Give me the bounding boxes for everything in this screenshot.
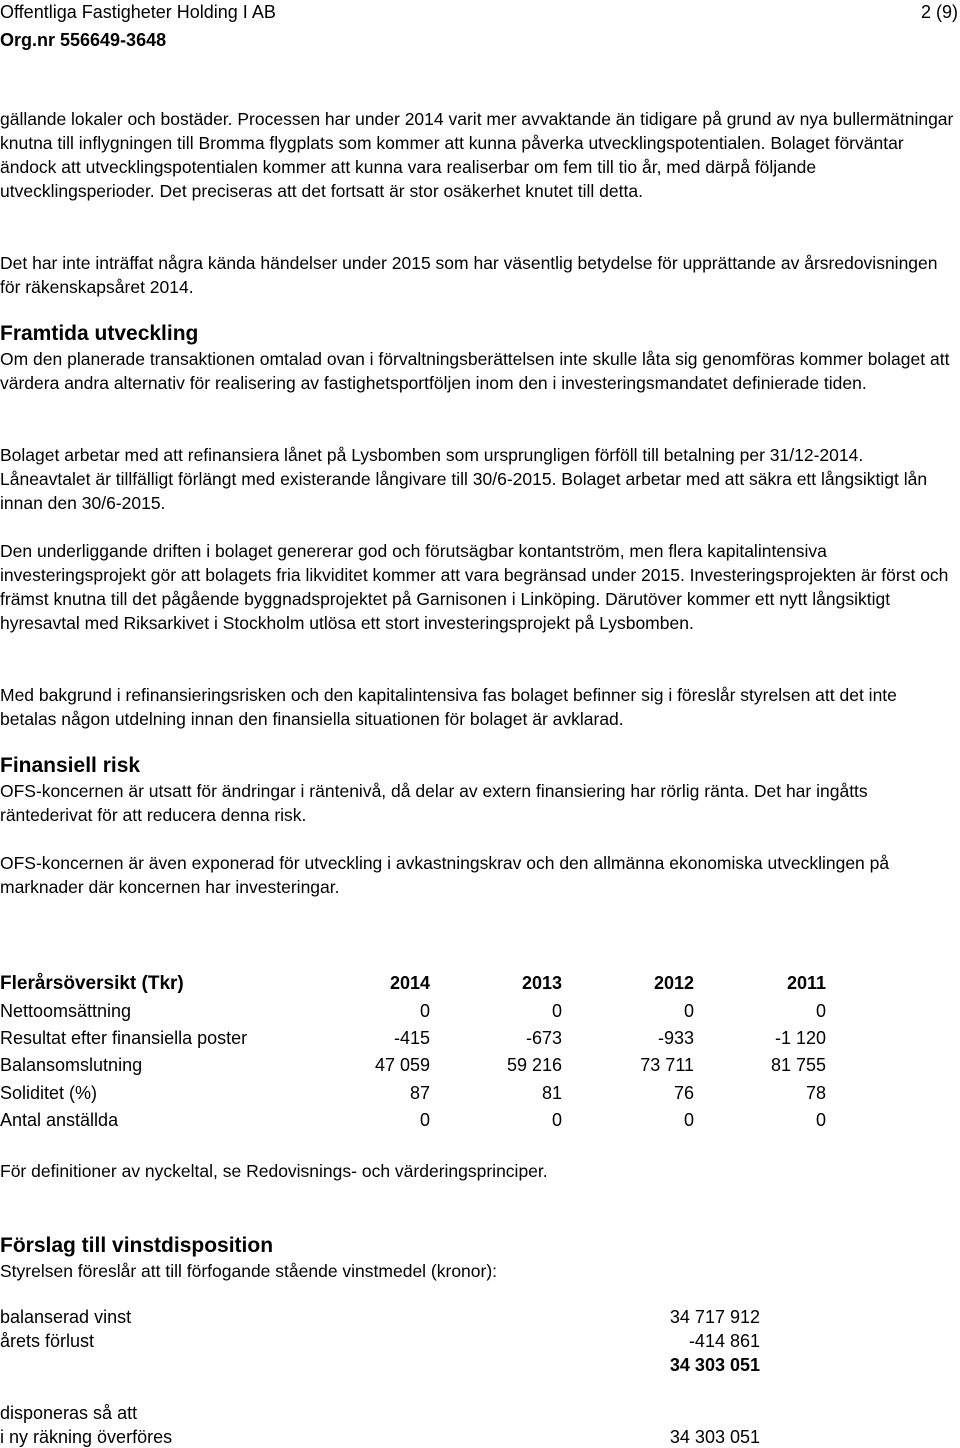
cell-value: 47 059: [374, 1055, 430, 1076]
multi-year-overview-table: [0, 970, 828, 1134]
table-row: [0, 1025, 828, 1052]
cell-value: 81: [541, 1082, 562, 1103]
row-label: Antal anställda: [0, 1110, 119, 1131]
table-title: Flerårsöversikt (Tkr): [0, 972, 184, 994]
disponeras-label: disponeras så att: [0, 1403, 138, 1423]
balanserad-vinst-value: 34 717 912: [669, 1307, 760, 1327]
table-row: [0, 1107, 828, 1134]
year-header: 2012: [653, 973, 694, 994]
arets-forlust-value: -414 861: [688, 1331, 760, 1351]
cell-value: 78: [805, 1082, 826, 1103]
ny-rakning-value: 34 303 051: [669, 1427, 760, 1447]
total-value: 34 303 051: [669, 1355, 760, 1375]
ny-rakning-label: i ny räkning överföres: [0, 1427, 173, 1447]
row-label: Balansomslutning: [0, 1055, 143, 1076]
cell-value: 0: [419, 1110, 430, 1131]
heading-vinstdisposition: Förslag till vinstdisposition: [0, 1234, 274, 1257]
paragraph-subsequent-events: Det har inte inträffat några kända händelser under 2015 som har väsentlig betydelse för upprättande av årsredovisningen för räkenskapsåret 2014.: [0, 253, 938, 297]
paragraph-board-proposal: Styrelsen föreslår att till förfogande stående vinstmedel (kronor):: [0, 1261, 498, 1281]
cell-value: -1 120: [774, 1027, 826, 1048]
paragraph-development-potential: gällande lokaler och bostäder. Processen har under 2014 varit mer avvaktande än tidigare på grund av nya bullermätningar knutna till inflygningen till Bromma flygplats som kommer att kunna påverka utvecklingspotentialen. Bolaget förväntar ändock att utvecklingspotentialen kommer att kunna vara realiserbar om fem till tio år, med därpå följande utvecklingsperioder. Det preciseras att det fortsatt är stor osäkerhet knutet till detta.: [0, 109, 954, 201]
paragraph-interest-risk: OFS-koncernen är utsatt för ändringar i räntenivå, då delar av extern finansiering har rörlig ränta. Det har ingåtts räntederivat för att reducera denna risk.: [0, 781, 868, 825]
paragraph-definitions: För definitioner av nyckeltal, se Redovisnings- och värderingsprinciper.: [0, 1161, 548, 1181]
heading-finansiell-risk: Finansiell risk: [0, 754, 141, 777]
cell-value: -933: [657, 1027, 694, 1048]
table-row: [0, 1052, 828, 1079]
year-header: 2013: [521, 973, 562, 994]
paragraph-liquidity: Den underliggande driften i bolaget genererar god och förutsägbar kontantström, men flera kapitalintensiva investeringsprojekt gör att bolagets fria likviditet kommer att vara begränsad under 2015. Investeringsprojekten är först och främst knutna till det pågående byggnadsprojektet på Garnisonen i Linköping. Därutöver kommer ett nytt långsiktigt hyresavtal med Riksarkivet i Stockholm utlösa ett stort investeringsprojekt på Lysbomben.: [0, 541, 949, 633]
year-header: 2014: [389, 973, 430, 994]
cell-value: 0: [551, 1000, 562, 1021]
arets-forlust-label: årets förlust: [0, 1331, 95, 1351]
cell-value: -673: [525, 1027, 562, 1048]
table-row: [0, 1080, 828, 1107]
cell-value: 73 711: [640, 1055, 694, 1076]
org-number: Org.nr 556649-3648: [0, 30, 167, 50]
cell-value: 0: [815, 1000, 826, 1021]
paragraph-dividend: Med bakgrund i refinansieringsrisken och den kapitalintensiva fas bolaget befinner sig i föreslår styrelsen att det inte betalas någon utdelning innan den finansiella situationen för bolaget är avklarad.: [0, 685, 897, 729]
paragraph-transaction: Om den planerade transaktionen omtalad ovan i förvaltningsberättelsen inte skulle låta sig genomföras kommer bolaget att värdera andra alternativ för realisering av fastighetsportföljen inom den i investeringsmandatet definierade tiden.: [0, 349, 950, 393]
row-label: Nettoomsättning: [0, 1000, 132, 1021]
cell-value: 0: [683, 1000, 694, 1021]
table-row: [0, 997, 828, 1024]
paragraph-market-exposure: OFS-koncernen är även exponerad för utveckling i avkastningskrav och den allmänna ekonomiska utvecklingen på marknader där koncernen har investeringar.: [0, 853, 890, 897]
balanserad-vinst-label: balanserad vinst: [0, 1307, 132, 1327]
table-header-row: [0, 970, 828, 997]
cell-value: 76: [673, 1082, 694, 1103]
company-name: Offentliga Fastigheter Holding I AB: [0, 2, 276, 22]
cell-value: 0: [419, 1000, 430, 1021]
cell-value: 81 755: [770, 1055, 826, 1076]
cell-value: 0: [815, 1110, 826, 1131]
year-header: 2011: [786, 973, 826, 994]
cell-value: 59 216: [506, 1055, 562, 1076]
cell-value: 87: [409, 1082, 430, 1103]
row-label: Resultat efter finansiella poster: [0, 1027, 248, 1048]
heading-framtida-utveckling: Framtida utveckling: [0, 322, 199, 345]
paragraph-refinancing: Bolaget arbetar med att refinansiera lånet på Lysbomben som ursprungligen förföll till betalning per 31/12-2014. Låneavtalet är tillfälligt förlängt med existerande långivare till 30/6-2015. Bolaget arbetar med att säkra ett långsiktigt lån innan den 30/6-2015.: [0, 445, 928, 513]
cell-value: 0: [683, 1110, 694, 1131]
row-label: Soliditet (%): [0, 1082, 98, 1103]
cell-value: 0: [551, 1110, 562, 1131]
page-number: 2 (9): [920, 2, 958, 22]
cell-value: -415: [393, 1027, 430, 1048]
